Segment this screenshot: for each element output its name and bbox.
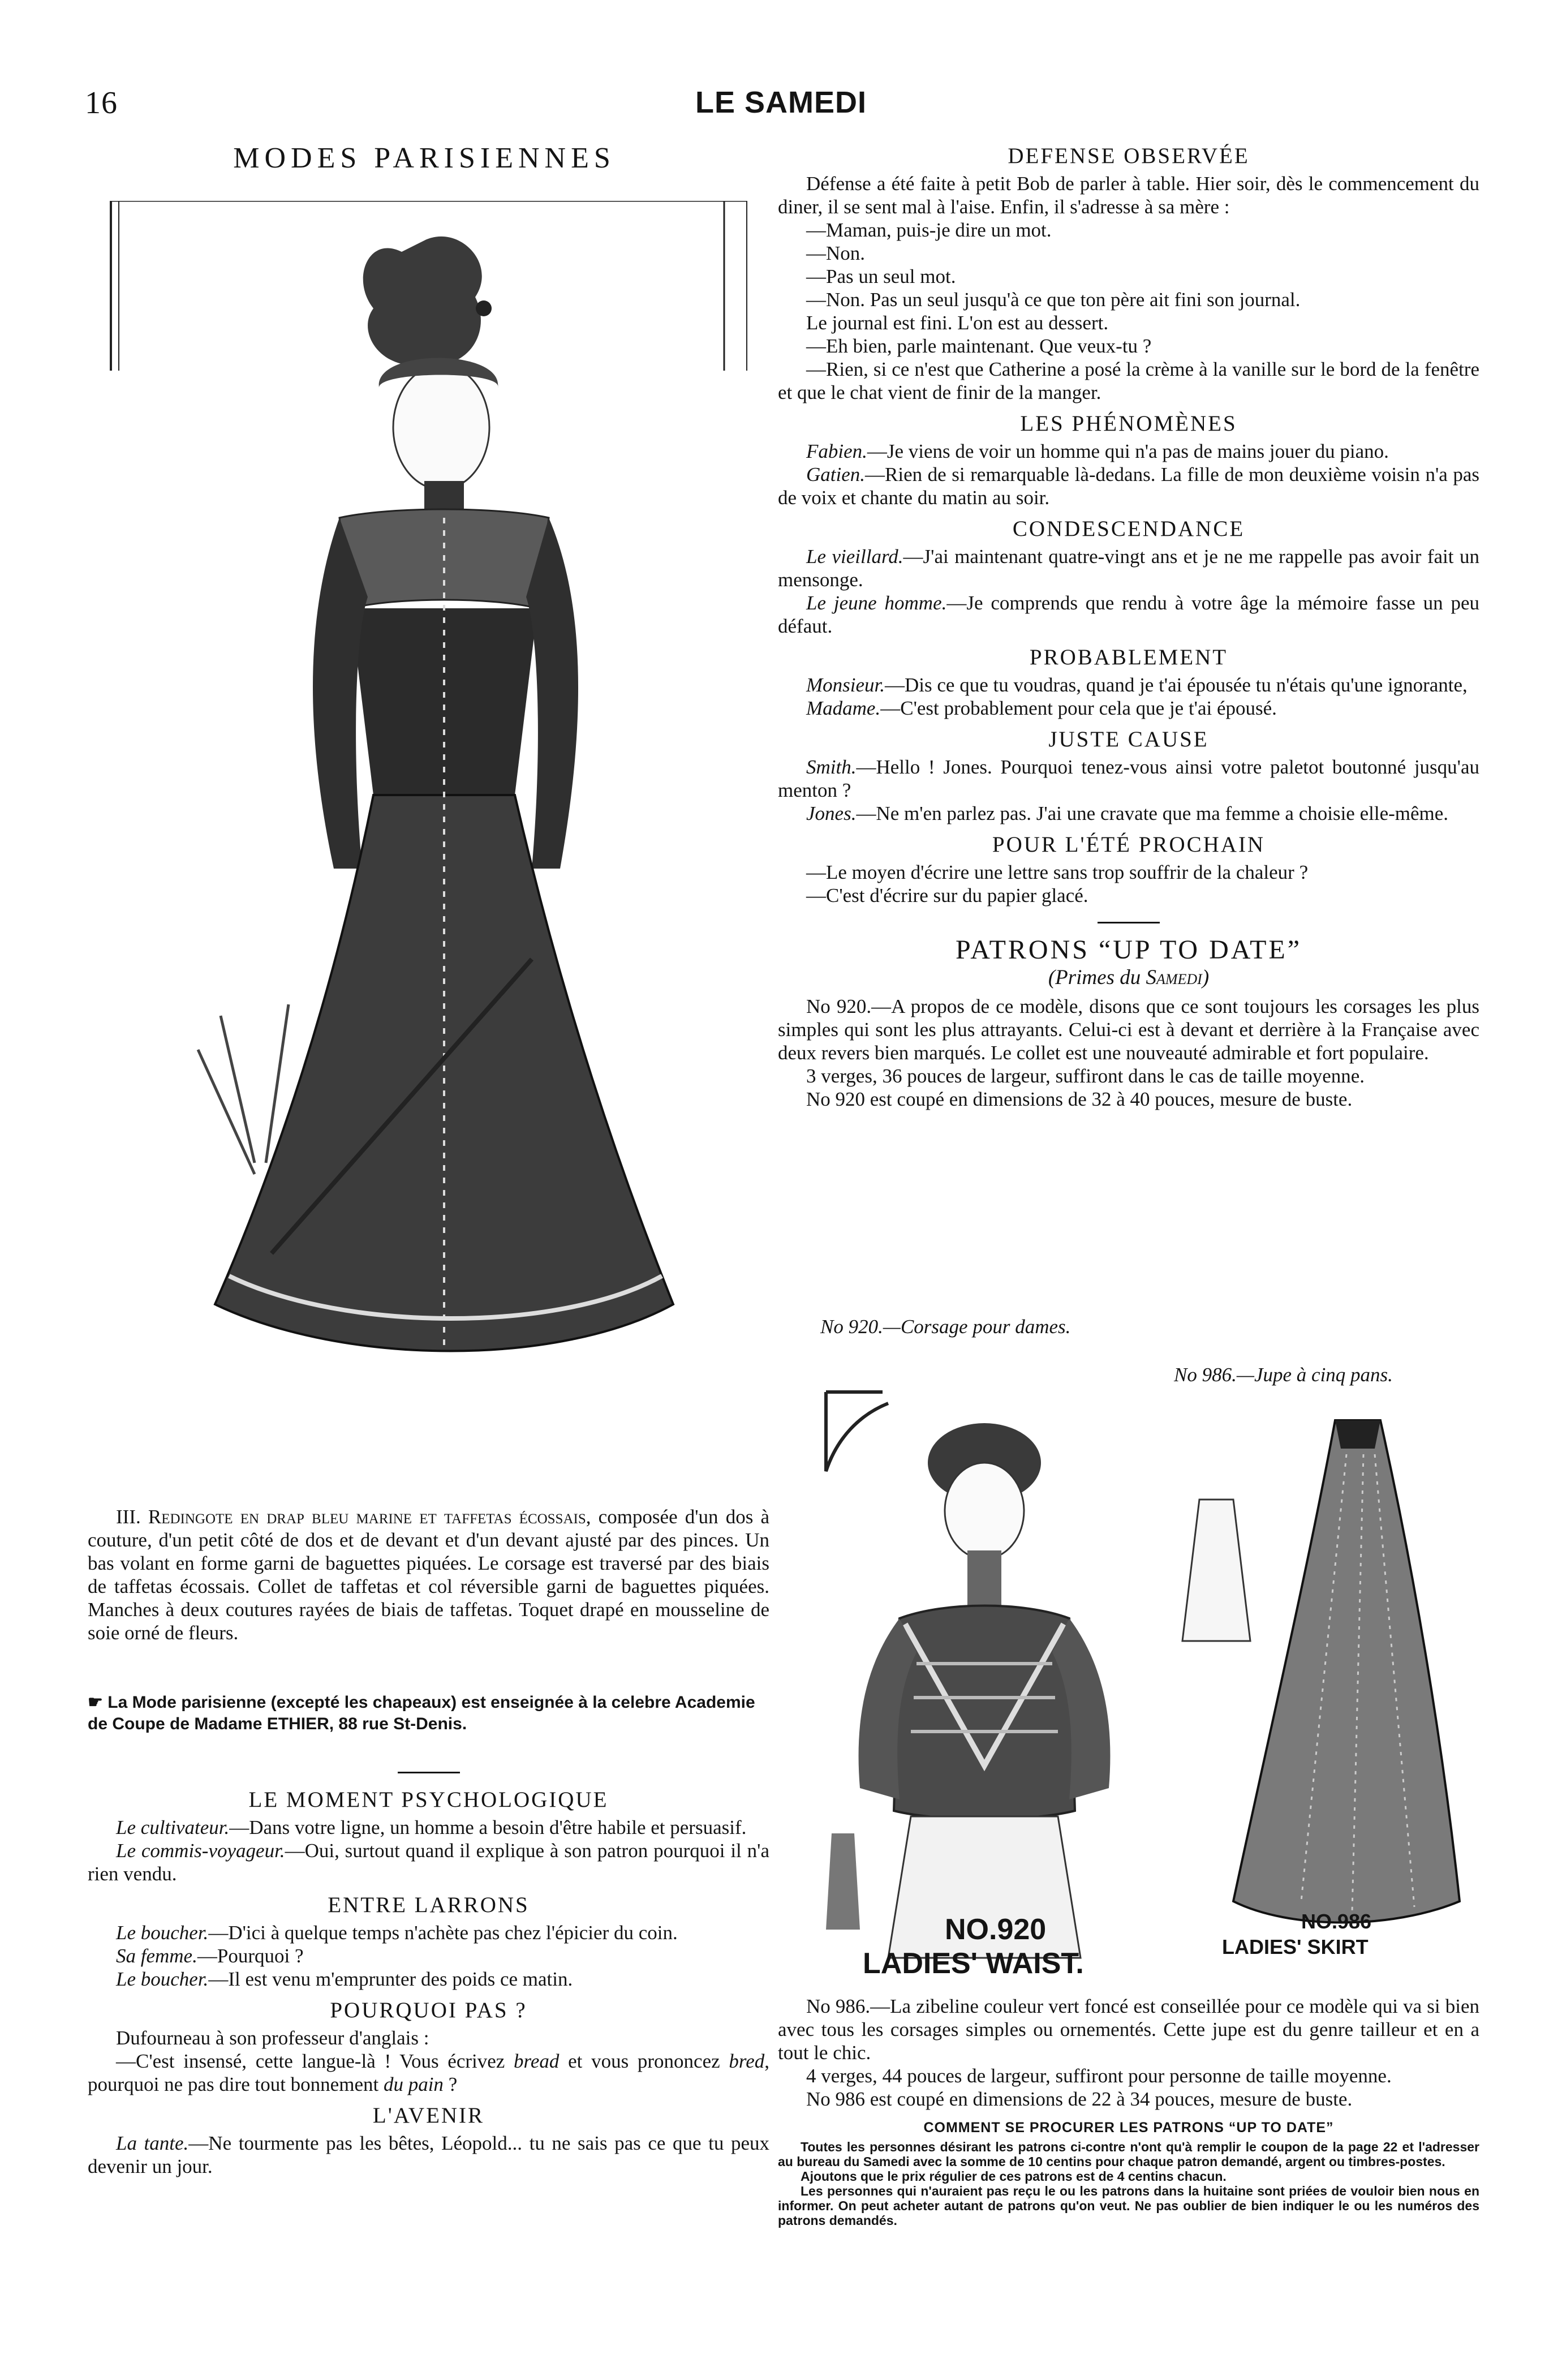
caption-920: No 920.—Corsage pour dames.	[820, 1316, 1071, 1338]
dialogue-line: —C'est probablement pour cela que je t'ai épousé.	[880, 697, 1277, 719]
speaker: Sa femme.	[116, 1945, 197, 1967]
speaker: Jones.	[806, 802, 857, 824]
speaker: Le boucher.	[116, 1922, 209, 1944]
subtitle-close: )	[1202, 966, 1210, 989]
divider-rule	[398, 1772, 460, 1773]
caption-number: III.	[116, 1506, 141, 1528]
heading-moment: LE MOMENT PSYCHOLOGIQUE	[248, 1788, 609, 1812]
heading-phenomenes: LES PHÉNOMÈNES	[1020, 411, 1237, 436]
heading-condescendance: CONDESCENDANCE	[1012, 517, 1245, 541]
ladies-skirt-illustration	[1177, 1403, 1482, 1947]
heading-probablement: PROBABLEMENT	[1029, 645, 1228, 669]
masthead: LE SAMEDI	[695, 85, 867, 119]
dialogue-line: —Maman, puis-je dire un mot.	[806, 219, 1052, 241]
pourquoi-text-e: , pourquoi ne pas dire tout bonnement	[88, 2050, 769, 2095]
dialogue-line: —Dans votre ligne, un homme a besoin d'être habile et persuasif.	[229, 1816, 747, 1838]
pointing-hand-icon: ☛	[88, 1693, 103, 1712]
fashion-plate-illustration	[107, 201, 752, 1485]
speaker: Le jeune homme.	[806, 592, 947, 614]
fashion-plate-caption	[88, 1505, 769, 1644]
speaker: Le commis-voyageur.	[116, 1840, 285, 1862]
patron-986-sizes: No 986 est coupé en dimensions de 22 à 34 pouces, mesure de buste.	[806, 2088, 1353, 2110]
right-anecdotes	[778, 144, 1479, 1111]
label-no-920: NO.920	[945, 1913, 1047, 1946]
heading-avenir: L'AVENIR	[372, 2103, 485, 2128]
label-ladies-skirt: LADIES' SKIRT	[1222, 1935, 1369, 1958]
dialogue-line: —Pas un seul mot.	[806, 265, 956, 287]
speaker: Fabien.	[806, 440, 867, 462]
dialogue-line: —Le moyen d'écrire une lettre sans trop souffrir de la chaleur ?	[806, 861, 1309, 883]
dialogue-line: —J'ai maintenant quatre-vingt ans et je ne me rappelle pas avoir fait un mensonge.	[778, 545, 1479, 591]
academy-notice	[88, 1692, 769, 1735]
speaker: Monsieur.	[806, 674, 885, 696]
speaker: Le boucher.	[116, 1968, 209, 1990]
speaker: Smith.	[806, 756, 857, 778]
dialogue-line: —Hello ! Jones. Pourquoi tenez-vous ainsi votre paletot boutonné jusqu'au menton ?	[778, 756, 1479, 801]
heading-patrons: PATRONS “UP TO DATE”	[955, 935, 1302, 965]
left-anecdotes	[88, 1757, 769, 2178]
dialogue-line: —Dis ce que tu voudras, quand je t'ai épousée tu n'étais qu'une ignorante,	[885, 674, 1468, 696]
dialogue-line: —Rien de si remarquable là-dedans. La fille de mon deuxième voisin n'a pas de voix et chante du matin au soir.	[778, 463, 1479, 509]
dialogue-line: Le journal est fini. L'on est au dessert.	[806, 312, 1109, 334]
section-title-modes: MODES PARISIENNES	[233, 142, 616, 174]
pourquoi-word-bread: bread	[514, 2050, 560, 2072]
howto-paragraph-1: Toutes les personnes désirant les patrons ci-contre n'ont qu'à remplir le coupon de la page 22 et l'adresser au bureau du Samedi avec la somme de 10 centins pour chaque patron demandé, argent ou timbres-postes.	[778, 2140, 1479, 2169]
dialogue-line: —Je viens de voir un homme qui n'a pas de mains jouer du piano.	[867, 440, 1389, 462]
patron-986-text	[778, 1995, 1479, 2228]
speaker: La tante.	[116, 2132, 189, 2154]
patron-920-description: No 920.—A propos de ce modèle, disons que ce sont toujours les corsages les plus simples qui sont les plus attrayants. Celui-ci est à devant et derrière à la Française avec deux revers bien marqués. Le collet est une nouveauté admirable et fort populaire.	[778, 995, 1479, 1064]
heading-larrons: ENTRE LARRONS	[328, 1893, 530, 1917]
dialogue-line: —Non.	[806, 242, 866, 264]
heading-pourquoi: POURQUOI PAS ?	[330, 1998, 527, 2022]
speaker: Madame.	[806, 697, 881, 719]
pourquoi-word-bred: bred	[729, 2050, 765, 2072]
defense-intro: Défense a été faite à petit Bob de parler à table. Hier soir, dès le commencement du diner, il se sent mal à l'aise. Enfin, il s'adresse à sa mère :	[778, 173, 1479, 218]
caption-986: No 986.—Jupe à cinq pans.	[1174, 1364, 1393, 1386]
subtitle-open: (Primes du	[1048, 966, 1146, 989]
pourquoi-text-g: ?	[443, 2073, 458, 2095]
speaker: Le cultivateur.	[116, 1816, 230, 1838]
heading-ete: POUR L'ÉTÉ PROCHAIN	[992, 832, 1266, 857]
dialogue-line: —Pourquoi ?	[197, 1945, 304, 1967]
pourquoi-text-c: et vous prononcez	[559, 2050, 729, 2072]
academy-notice-text: La Mode parisienne (excepté les chapeaux) est enseignée à la celebre Academie de Coupe de Madame ETHIER, 88 rue St-Denis.	[88, 1693, 755, 1733]
dialogue-line: —Oui, surtout quand il explique à son patron pourquoi il n'a rien vendu.	[88, 1840, 769, 1885]
label-no-986: NO.986	[1301, 1910, 1372, 1933]
dialogue-line: —Ne tourmente pas les bêtes, Léopold... tu ne sais pas ce que tu peux devenir un jour.	[88, 2132, 769, 2177]
dialogue-line: —D'ici à quelque temps n'achète pas chez l'épicier du coin.	[208, 1922, 678, 1944]
speaker: Gatien.	[806, 463, 866, 486]
page-number: 16	[85, 85, 118, 121]
subtitle-samedi: Samedi	[1146, 966, 1202, 989]
heading-defense: DEFENSE OBSERVÉE	[1008, 144, 1250, 168]
patron-920-yardage: 3 verges, 36 pouces de largeur, suffiront dans le cas de taille moyenne.	[806, 1065, 1365, 1087]
dialogue-line: —Il est venu m'emprunter des poids ce matin.	[208, 1968, 573, 1990]
ladies-waist-illustration	[815, 1369, 1131, 1964]
heading-juste-cause: JUSTE CAUSE	[1048, 727, 1209, 751]
howto-paragraph-3: Les personnes qui n'auraient pas reçu le ou les patrons dans la huitaine sont priées de vouloir bien nous en informer. On peut acheter autant de patrons qu'on veut. Ne pas oublier de bien indiquer le ou les numéros des patrons demandés.	[778, 2184, 1479, 2228]
dialogue-line: —Rien, si ce n'est que Catherine a posé la crème à la vanille sur le bord de la fenêtre et que le chat vient de finir de la manger.	[778, 358, 1479, 403]
speaker: Le vieillard.	[806, 545, 903, 568]
patron-920-sizes: No 920 est coupé en dimensions de 32 à 40 pouces, mesure de buste.	[806, 1088, 1353, 1110]
dialogue-line: —Je comprends que rendu à votre âge la mémoire fasse un peu défaut.	[778, 592, 1479, 637]
howto-title: COMMENT SE PROCURER LES PATRONS “UP TO DATE”	[923, 2120, 1334, 2136]
howto-paragraph-2: Ajoutons que le prix régulier de ces patrons est de 4 centins chacun.	[801, 2169, 1227, 2184]
dialogue-line: —Eh bien, parle maintenant. Que veux-tu ?	[806, 335, 1152, 357]
dialogue-line: —Non. Pas un seul jusqu'à ce que ton père ait fini son journal.	[806, 289, 1301, 311]
dialogue-line: —Ne m'en parlez pas. J'ai une cravate que ma femme a choisie elle-même.	[856, 802, 1449, 824]
patron-986-yardage: 4 verges, 44 pouces de largeur, suffiront pour personne de taille moyenne.	[806, 2065, 1392, 2087]
caption-lead: Redingote en drap bleu marine et taffetas écossais,	[148, 1506, 591, 1528]
dialogue-line: —C'est d'écrire sur du papier glacé.	[806, 884, 1088, 907]
label-ladies-waist: LADIES' WAIST.	[863, 1947, 1084, 1980]
pourquoi-text-a: —C'est insensé, cette langue-là ! Vous écrivez	[116, 2050, 514, 2072]
patron-986-description: No 986.—La zibeline couleur vert foncé est conseillée pour ce modèle qui va si bien avec tous les corsages simples ou ornementés. Cette jupe est du genre tailleur et en a tout le chic.	[778, 1995, 1479, 2064]
pourquoi-intro: Dufourneau à son professeur d'anglais :	[116, 2027, 429, 2049]
divider-rule	[1098, 922, 1160, 923]
patrons-subtitle	[778, 966, 1479, 989]
caption-text: composée d'un dos à couture, d'un petit côté de dos et de devant et d'un devant ajusté par des pinces. Un bas volant en forme garni de baguettes piquées. Le corsage est traversé par des biais de taffetas écossais. Collet de taffetas et col réversible garni de baguettes piquées. Manches à deux coutures rayées de biais de taffetas. Toquet drapé en mousseline de soie orné de fleurs.	[88, 1506, 770, 1644]
pourquoi-word-pain: du pain	[383, 2073, 444, 2095]
